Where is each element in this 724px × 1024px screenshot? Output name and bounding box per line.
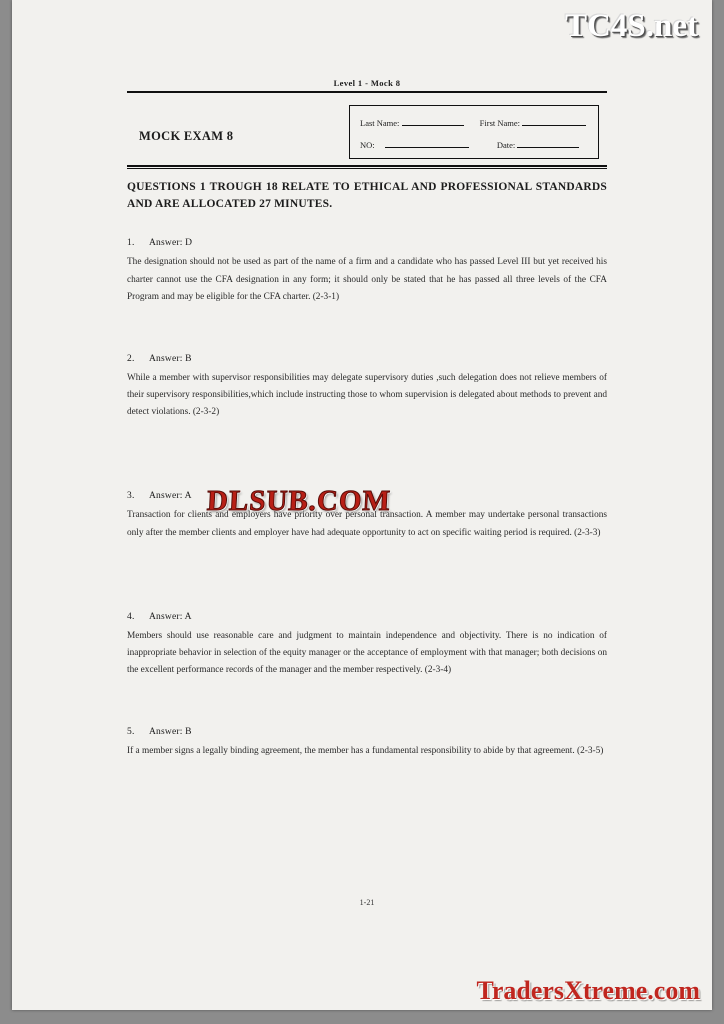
question-explanation: The designation should not be used as part of the name of a firm and a candidate who has passed Level III but yet received his charter cannot use the CFA designation in any form; it should only be stated that he has passed all three levels of the CFA Program and may be eligible for the CFA charter. (2-3-1): [127, 257, 607, 302]
spacer: [127, 679, 607, 701]
name-row: [360, 116, 586, 128]
question-number: 4.: [127, 611, 135, 622]
question-answer: Answer: B: [149, 353, 192, 364]
spacer: [127, 421, 607, 443]
exam-header-block: [127, 93, 607, 165]
question-number: 3.: [127, 491, 135, 502]
spacer: [127, 542, 607, 564]
question-answer: Answer: A: [149, 611, 192, 622]
question-head: [127, 354, 607, 364]
question-explanation: If a member signs a legally binding agreement, the member has a fundamental responsibility to abide by that agreement. (2-3-5): [127, 746, 604, 757]
date-label: Date:: [496, 140, 516, 150]
question-explanation: Members should use reasonable care and judgment to maintain independence and objectivity. There is no indication of inappropriate behavior in selection of the equity manager or the acceptance of employment with that manager; both decisions on the excellent performance records of the manager and the member respectively. (2-3-4): [127, 630, 607, 676]
page-number: 1-21: [359, 898, 375, 907]
question-head: [127, 238, 607, 248]
question-item: [127, 612, 607, 680]
section-heading: QUESTIONS 1 TROUGH 18 RELATE TO ETHICAL AND PROFESSIONAL STANDARDS AND ARE ALLOCATED 27 MINUTES.: [127, 181, 607, 210]
no-field[interactable]: [385, 138, 469, 148]
question-explanation: Transaction for clients and employers have priority over personal transaction. A member may undertake personal transactions only after the member clients and employer have had adequate opportunity to act on specific waiting period is required. (2-3-3): [127, 510, 607, 538]
question-head: [127, 727, 607, 737]
no-label: NO:: [360, 140, 375, 150]
spacer: [127, 443, 607, 465]
question-item: [127, 238, 607, 306]
last-name-field[interactable]: [402, 116, 464, 126]
question-explanation: While a member with supervisor responsibilities may delegate supervisory duties ,such delegation does not relieve members of their supervisory responsibilities,which include instructing those to whom supervision is delegated about methods to prevent and detect violations. (2-3-2): [127, 372, 607, 418]
question-number: 5.: [127, 727, 135, 738]
question-answer: Answer: D: [149, 238, 193, 249]
spacer: [127, 306, 607, 328]
header-rule-bottom-thin: [127, 168, 607, 169]
first-name-field[interactable]: [522, 116, 586, 126]
question-head: [127, 612, 607, 622]
document-page: [12, 0, 712, 1010]
running-head: Level 1 - Mock 8: [333, 78, 401, 88]
no-date-row: [360, 138, 579, 150]
last-name-label: Last Name:: [360, 118, 400, 128]
question-item: [127, 354, 607, 422]
dlsub-stamp-watermark: DLSUB.COM: [206, 485, 392, 517]
exam-title: MOCK EXAM 8: [139, 129, 234, 143]
question-answer: Answer: A: [149, 491, 192, 502]
spacer: [127, 564, 607, 586]
question-item: [127, 727, 607, 760]
document-content: [127, 78, 607, 907]
header-rule-bottom: [127, 165, 607, 167]
site-watermark-bottom: TradersXtreme.com: [476, 976, 700, 1005]
student-info-box: [349, 105, 599, 159]
first-name-label: First Name:: [479, 118, 521, 128]
site-watermark-top: TC4S.net: [565, 8, 698, 44]
question-number: 1.: [127, 238, 135, 249]
date-field[interactable]: [517, 138, 579, 148]
question-number: 2.: [127, 353, 135, 364]
question-answer: Answer: B: [149, 727, 192, 738]
